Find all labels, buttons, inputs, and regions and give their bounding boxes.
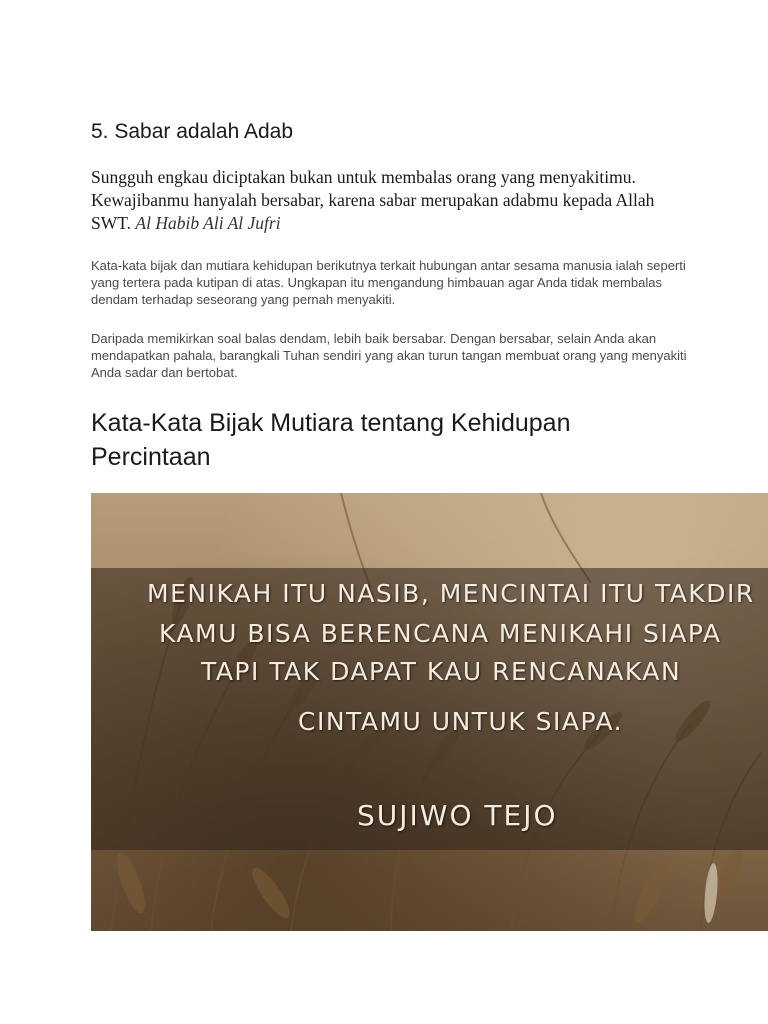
section-title: 5. Sabar adalah Adab: [91, 120, 294, 143]
quote-author: Al Habib Ali Al Jufri: [135, 213, 281, 233]
paragraph-2: Daripada memikirkan soal balas dendam, lebih baik bersabar. Dengan bersabar, selain Anda akan mendapatkan pahala, barangkali Tuhan sendiri yang akan turun tangan membuat orang yang menyakiti Anda sadar dan bertobat.: [91, 331, 687, 380]
image-quote-line-4: CINTAMU UNTUK SIAPA.: [298, 707, 624, 736]
image-quote-line-3: TAPI TAK DAPAT KAU RENCANAKAN: [201, 657, 682, 686]
image-quote-author: SUJIWO TEJO: [357, 799, 558, 832]
wheat-field-quote-image: [91, 493, 768, 931]
image-quote-line-2: KAMU BISA BERENCANA MENIKAHI SIAPA: [159, 619, 722, 648]
paragraph-1: Kata-kata bijak dan mutiara kehidupan berikutnya terkait hubungan antar sesama manusia ialah seperti yang tertera pada kutipan di atas. Ungkapan itu mengandung himbauan agar Anda tidak membalas dendam terhadap seseorang yang pernah menyakiti.: [91, 258, 686, 307]
image-quote-line-1: MENIKAH ITU NASIB, MENCINTAI ITU TAKDIR: [147, 579, 755, 608]
quote-text: Sungguh engkau diciptakan bukan untuk membalas orang yang menyakitimu. Kewajibanmu hanyalah bersabar, karena sabar merupakan adabmu kepada Allah SWT.: [91, 167, 655, 233]
quote: [91, 166, 691, 235]
section-heading-percintaan: Kata-Kata Bijak Mutiara tentang Kehidupan Percintaan: [91, 409, 571, 471]
